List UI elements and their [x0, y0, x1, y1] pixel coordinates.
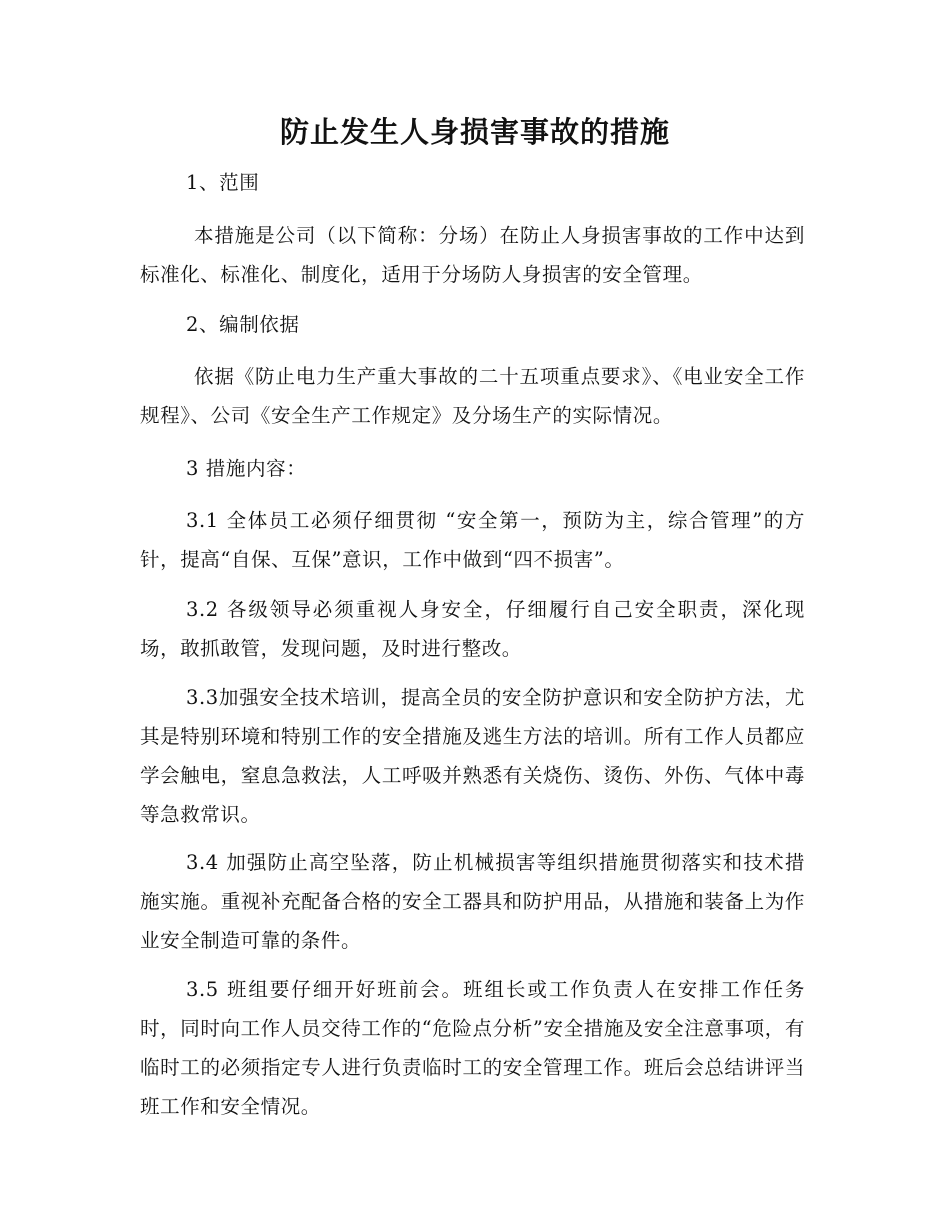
paragraph-item-3-4: 3.4 加强防止高空坠落，防止机械损害等组织措施贯彻落实和技术措施实施。重视补充配备合格的安全工器具和防护用品，从措施和装备上为作业安全制造可靠的条件。: [140, 851, 805, 952]
paragraph-basis: 依据《防止电力生产重大事故的二十五项重点要求》、《电业安全工作规程》、公司《安全生产工作规定》及分场生产的实际情况。: [140, 365, 805, 427]
paragraph-item-3-2: 3.2 各级领导必须重视人身安全，仔细履行自己安全职责，深化现场，敢抓敢管，发现问题，及时进行整改。: [140, 598, 805, 660]
paragraph-item-3-1: 3.1 全体员工必须仔细贯彻 “安全第一，预防为主，综合管理”的方针，提高“自保、互保”意识，工作中做到“四不损害”。: [140, 509, 805, 571]
section-heading-measures: 3 措施内容：: [186, 457, 307, 480]
section-heading-scope: 1、范围: [186, 171, 260, 194]
paragraph-item-3-5: 3.5 班组要仔细开好班前会。班组长或工作负责人在安排工作任务时，同时向工作人员交待工作的“危险点分析”安全措施及安全注意事项，有临时工的必须指定专人进行负责临时工的安全管理工作。班后会总结讲评当班工作和安全情况。: [140, 978, 805, 1118]
paragraph-scope: 本措施是公司（以下简称：分场）在防止人身损害事故的工作中达到标准化、标准化、制度化，适用于分场防人身损害的安全管理。: [140, 224, 805, 286]
document-title: 防止发生人身损害事故的措施: [279, 115, 670, 149]
paragraph-item-3-3: 3.3加强安全技术培训，提高全员的安全防护意识和安全防护方法，尤其是特别环境和特别工作的安全措施及逃生方法的培训。所有工作人员都应学会触电，窒息急救法，人工呼吸并熟悉有关烧伤、烫伤、外伤、气体中毒等急救常识。: [140, 686, 805, 826]
section-heading-basis: 2、编制依据: [186, 313, 300, 336]
